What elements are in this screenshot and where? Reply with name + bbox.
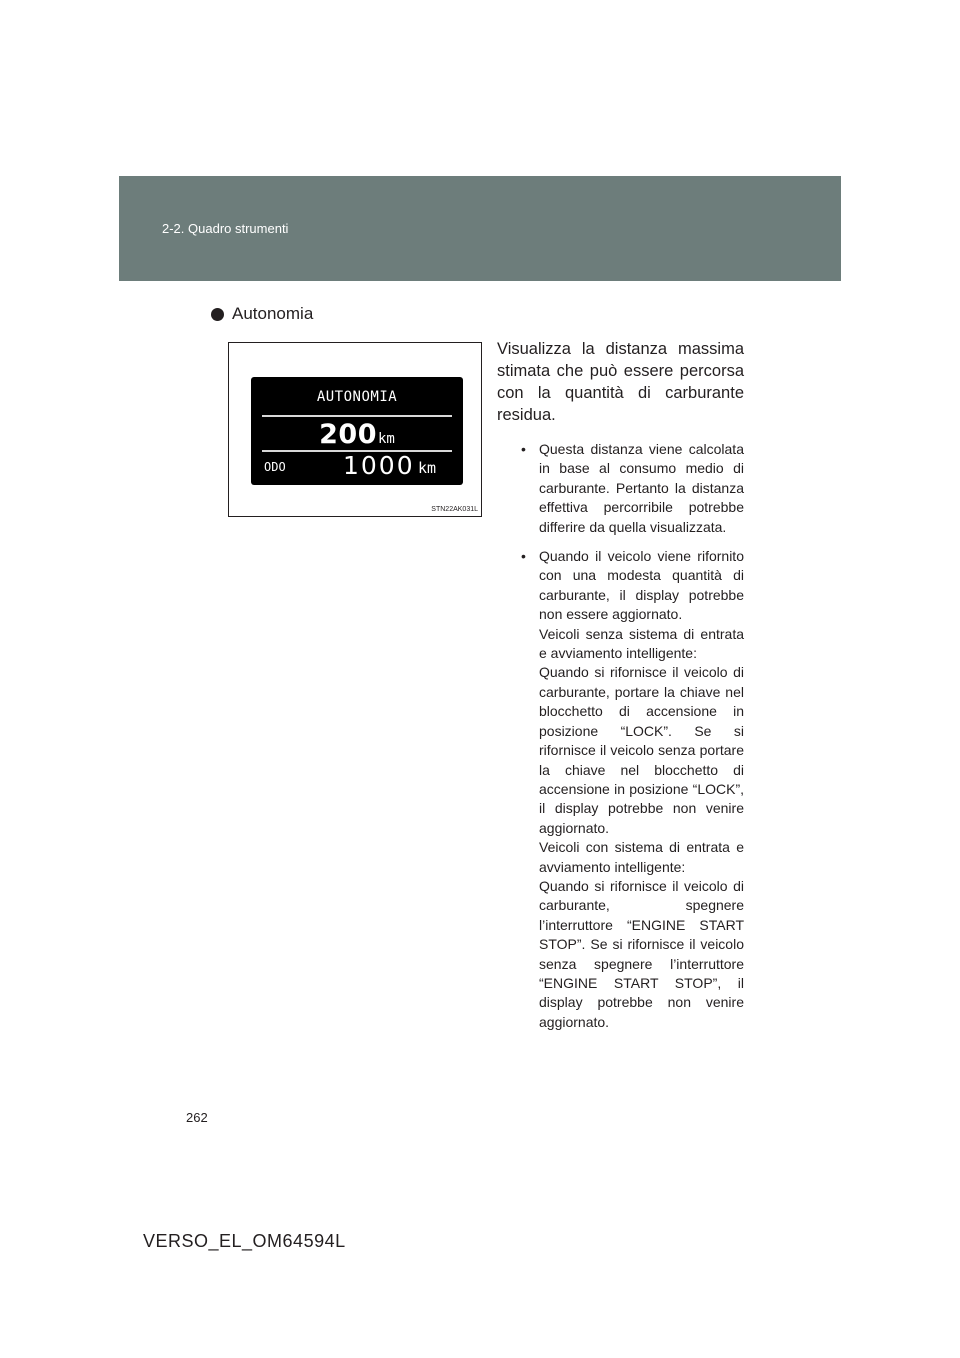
figure-code: STN22AK031L [431, 506, 478, 513]
note-text: Quando il veicolo viene rifornito con una modesta quantità di carburante, il display potrebbe non essere aggiornato. [539, 548, 744, 623]
lcd-title: AUTONOMIA [316, 389, 398, 405]
bullet-dot-icon [211, 308, 224, 321]
note-text: Veicoli con sistema di entrata e avviamento intelligente: [539, 839, 744, 875]
list-item [521, 547, 744, 1032]
notes-list [521, 440, 744, 1042]
note-text: Quando si rifornisce il veicolo di carburante, spegnere l’interruttore “ENGINE START STOP”. Se si rifornisce il veicolo senza spegnere l’interruttore “ENGINE START STOP”, il display potrebbe non venire aggiornato. [539, 877, 744, 1030]
section-heading [211, 304, 313, 324]
display-illustration [228, 342, 482, 517]
lcd-divider [262, 415, 452, 417]
range-value: 200 [319, 419, 377, 450]
odo-value: 1000 [343, 451, 415, 480]
note-text: Veicoli senza sistema di entrata e avviamento intelligente: [539, 625, 744, 662]
lcd-range-readout [251, 419, 463, 450]
odo-unit: km [418, 459, 437, 477]
page-number: 262 [186, 1110, 208, 1125]
document-code: VERSO_EL_OM64594L [143, 1231, 346, 1251]
heading-label: Autonomia [232, 304, 314, 323]
list-item [521, 440, 744, 537]
bullet-icon: • [521, 548, 526, 565]
bullet-icon: • [521, 441, 526, 457]
intro-paragraph: Visualizza la distanza massima stimata che può essere percorsa con la quantità di carburante residua. [497, 340, 744, 424]
note-text: Quando si rifornisce il veicolo di carburante, portare la chiave nel blocchetto di accensione in posizione “LOCK”. Se si rifornisce il veicolo senza portare la chiave nel blocchetto di accensione in posizione “LOCK”, il display potrebbe non venire aggiornato. [539, 664, 744, 836]
range-unit: km [378, 431, 395, 447]
note-text: Questa distanza viene calcolata in base al consumo medio di carburante. Pertanto la distanza effettiva percorribile potrebbe differire da quella visualizzata. [539, 441, 744, 535]
odo-label: ODO [264, 460, 286, 474]
section-title: 2-2. Quadro strumenti [162, 221, 289, 236]
lcd-screen [251, 377, 463, 485]
